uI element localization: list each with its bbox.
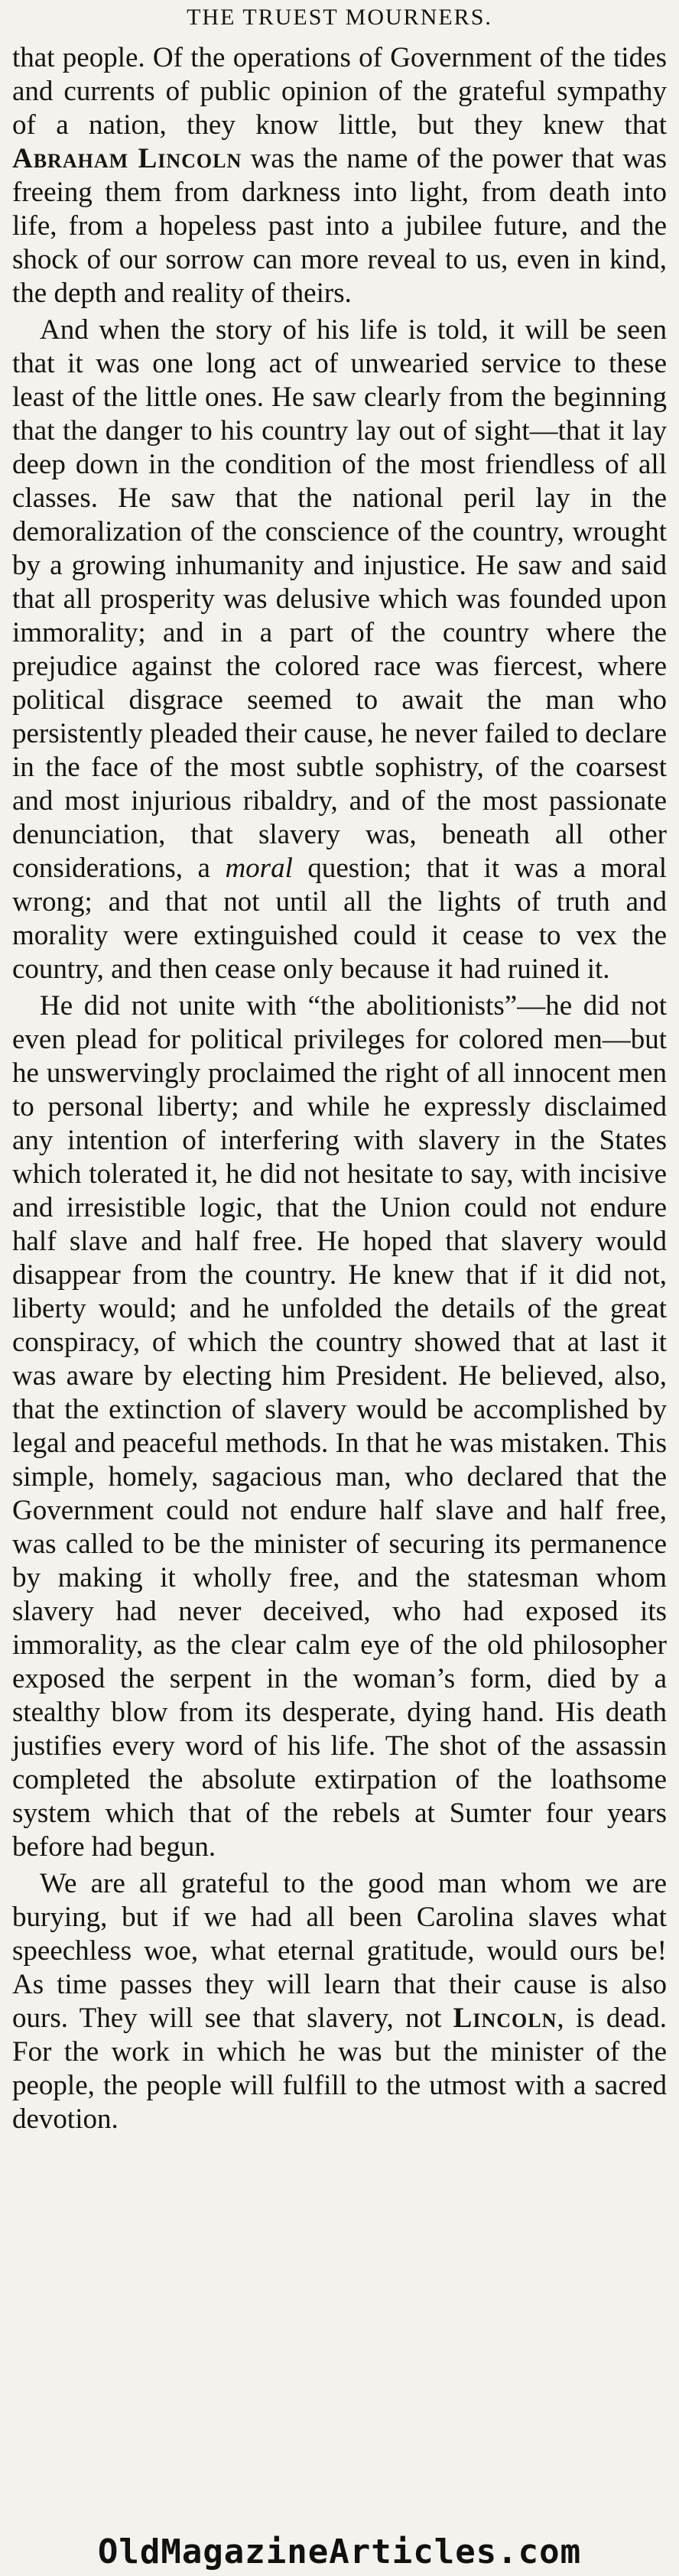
paragraph-1 [12,41,667,310]
paragraph-3-text: He did not unite with “the abolitionists”—he did not even plead for political privileges for colored men—but he unswervingly proclaimed the right of all innocent men to personal liberty; and while he expressly disclaimed any intention of interfering with slavery in the States which tolerated it, he did not hesitate to say, with incisive and irresistible logic, that the Union could not endure half slave and half free. He hoped that slavery would disappear from the country. He knew that if it did not, liberty would; and he unfolded the details of the great conspiracy, of which the country showed that at last it was aware by electing him President. He believed, also, that the extinction of slavery would be accomplished by legal and peaceful methods. In that he was mistaken. This simple, homely, sagacious man, who declared that the Government could not endure half slave and half free, was called to be the minister of securing its permanence by making it wholly free, and the statesman whom slavery had never deceived, who had exposed its immorality, as the clear calm eye of the old philosopher exposed the serpent in the woman’s form, died by a stealthy blow from its desperate, dying hand. His death justifies every word of his life. The shot of the assassin completed the absolute extirpation of the loathsome system which that of the rebels at Sumter four years before had begun. [12,990,667,1863]
paragraph-4 [12,1867,667,2136]
paragraph-1-text-a: that people. Of the operations of Government of the tides and currents of public opinion of the grateful sympathy of a nation, they know little, but they knew that [12,42,667,141]
paragraph-1-text-b: was the name of the power that was freeing them from darkness into light, from death into life, from a hopeless past into a jubilee future, and the shock of our sorrow can more reveal to us, even in kind, the depth and reality of theirs. [12,143,667,309]
paragraph-2 [12,313,667,986]
paragraph-3 [12,989,667,1864]
paragraph-4-text-b: , is dead. For the work in which he was but the minister of the people, the people will fulfill to the utmost with a sacred devotion. [12,2003,667,2135]
italic-moral: moral [225,853,293,884]
article-column [12,41,667,2136]
paragraph-2-text-a: And when the story of his life is told, it will be seen that it was one long act of unwearied service to these least of the little ones. He saw clearly from the beginning that the danger to his country lay out of sight—that it lay deep down in the condition of the most friendless of all classes. He saw that the national peril lay in the demoralization of the conscience of the country, wrought by a growing inhumanity and injustice. He saw and said that all prosperity was delusive which was founded upon immorality; and in a part of the country where the prejudice against the colored race was fiercest, where political disgrace seemed to await the man who persistently pleaded their cause, he never failed to declare in the face of the most subtle sophistry, of the coarsest and most injurious ribaldry, and of the most passionate denunciation, that slavery was, beneath all other considerations, a [12,314,667,884]
name-abraham-lincoln: Abraham Lincoln [12,143,242,174]
site-watermark: OldMagazineArticles.com [97,2532,582,2571]
name-lincoln: Lincoln [453,2003,557,2034]
paragraph-2-text-b: question; that it was a moral wrong; and that not until all the lights of truth and morality were extinguished could it cease to vex the country, and then cease only because it had ruined it. [12,853,667,985]
running-head: THE TRUEST MOURNERS. [187,5,492,30]
paragraph-4-text-a: We are all grateful to the good man whom we are burying, but if we had all been Carolina slaves what speechless woe, what eternal gratitude, would ours be! As time passes they will learn that their cause is also ours. They will see that slavery, not [12,1868,667,2034]
